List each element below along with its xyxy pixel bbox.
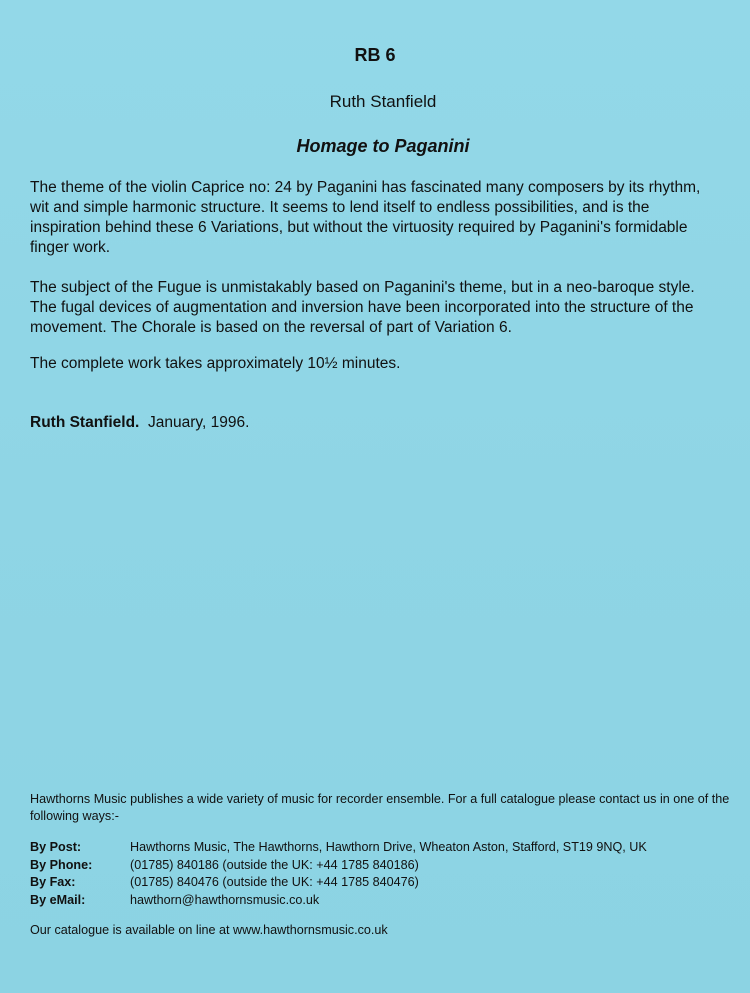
signature-name: Ruth Stanfield. — [30, 414, 140, 431]
contact-row-email — [30, 892, 647, 910]
contact-label: By Phone: — [30, 857, 93, 872]
catalogue-online-note: Our catalogue is available on line at www.hawthornsmusic.co.uk — [30, 923, 388, 937]
work-title: Homage to Paganini — [296, 136, 470, 156]
footer-intro: Hawthorns Music publishes a wide variety of music for recorder ensemble. For a full catalogue please contact us in one of the following ways:- — [30, 792, 730, 823]
signature-date: January, 1996. — [147, 414, 250, 431]
paragraph-fugue: The subject of the Fugue is unmistakably based on Paganini's theme, but in a neo-baroque style. The fugal devices of augmentation and inversion have been incorporated into the structure of the movement. The Chorale is based on the reversal of part of Variation 6. — [30, 279, 695, 336]
contact-list — [30, 839, 647, 909]
contact-row-phone — [30, 857, 647, 875]
contact-value: (01785) 840186 (outside the UK: +44 1785 840186) — [130, 857, 419, 872]
composer-name: Ruth Stanfield — [329, 92, 437, 111]
contact-label: By Post: — [30, 840, 82, 854]
contact-row-post — [30, 839, 647, 857]
catalogue-code: RB 6 — [354, 45, 396, 65]
contact-value: hawthorn@hawthornsmusic.co.uk — [130, 892, 320, 907]
contact-label: By eMail: — [30, 892, 86, 907]
contact-label: By Fax: — [30, 875, 76, 889]
contact-value: Hawthorns Music, The Hawthorns, Hawthorn Drive, Wheaton Aston, Stafford, ST19 9NQ, UK — [130, 840, 647, 854]
signature — [30, 414, 249, 432]
paragraph-duration: The complete work takes approximately 10½ minutes. — [30, 355, 401, 372]
contact-value: (01785) 840476 (outside the UK: +44 1785 840476) — [130, 875, 419, 889]
contact-row-fax — [30, 874, 647, 892]
paragraph-theme: The theme of the violin Caprice no: 24 by Paganini has fascinated many composers by its rhythm, wit and simple harmonic structure. It seems to lend itself to endless possibilities, and is the inspiration behind these 6 Variations, but without the virtuosity required by Paganini's formidable finger work. — [30, 179, 701, 256]
